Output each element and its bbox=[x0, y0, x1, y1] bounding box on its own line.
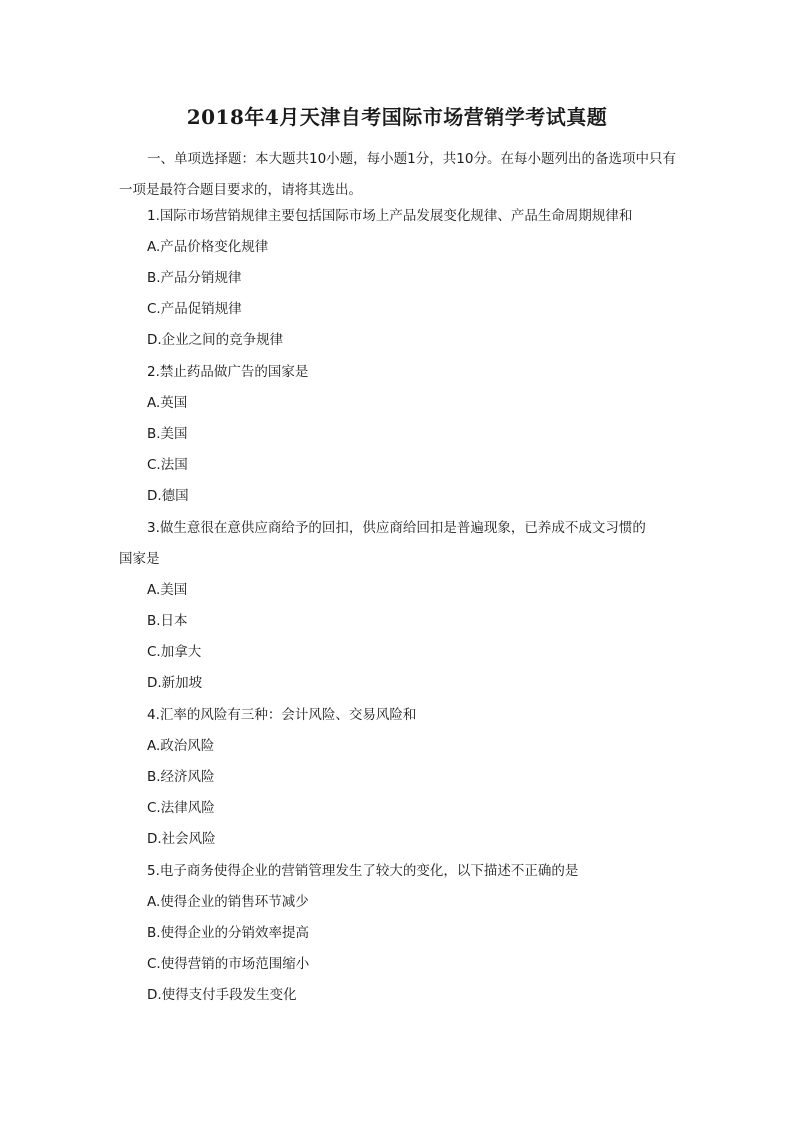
answer-option: B.日本 bbox=[147, 613, 188, 629]
answer-option: D.社会风险 bbox=[147, 831, 216, 847]
answer-option: C.法国 bbox=[147, 457, 188, 473]
answer-option: D.企业之间的竞争规律 bbox=[147, 332, 284, 348]
answer-option: A.使得企业的销售环节减少 bbox=[147, 894, 309, 910]
answer-option: B.经济风险 bbox=[147, 769, 215, 785]
answer-option: D.新加坡 bbox=[147, 675, 203, 691]
answer-option: A.产品价格变化规律 bbox=[147, 239, 269, 255]
answer-option: A.政治风险 bbox=[147, 738, 215, 754]
answer-option: B.产品分销规律 bbox=[147, 270, 242, 286]
section-intro: 一、单项选择题：本大题共10小题，每小题1分，共10分。在每小题列出的备选项中只有一项是最符合题目要求的，请将其选出。 bbox=[119, 151, 676, 198]
answer-option: D.使得支付手段发生变化 bbox=[147, 987, 297, 1003]
answer-option: A.美国 bbox=[147, 582, 188, 598]
answer-option: A.英国 bbox=[147, 395, 188, 411]
question-stem: 4.汇率的风险有三种：会计风险、交易风险和 bbox=[147, 707, 417, 723]
answer-option: B.使得企业的分销效率提高 bbox=[147, 925, 310, 941]
question-stem: 3.做生意很在意供应商给予的回扣，供应商给回扣是普遍现象，已养成不成文习惯的 bbox=[147, 520, 646, 536]
question-stem: 5.电子商务使得企业的营销管理发生了较大的变化，以下描述不正确的是 bbox=[147, 863, 579, 879]
question-stem: 1.国际市场营销规律主要包括国际市场上产品发展变化规律、产品生命周期规律和 bbox=[147, 208, 633, 224]
answer-option: C.法律风险 bbox=[147, 800, 215, 816]
answer-option: C.使得营销的市场范围缩小 bbox=[147, 956, 310, 972]
question-stem: 2.禁止药品做广告的国家是 bbox=[147, 364, 309, 380]
answer-option: D.德国 bbox=[147, 488, 189, 504]
answer-option: C.产品促销规律 bbox=[147, 301, 242, 317]
question-stem-continuation: 国家是 bbox=[119, 551, 160, 567]
document-title: 2018年4月天津自考国际市场营销学考试真题 bbox=[186, 105, 608, 129]
answer-option: B.美国 bbox=[147, 426, 188, 442]
answer-option: C.加拿大 bbox=[147, 644, 202, 660]
